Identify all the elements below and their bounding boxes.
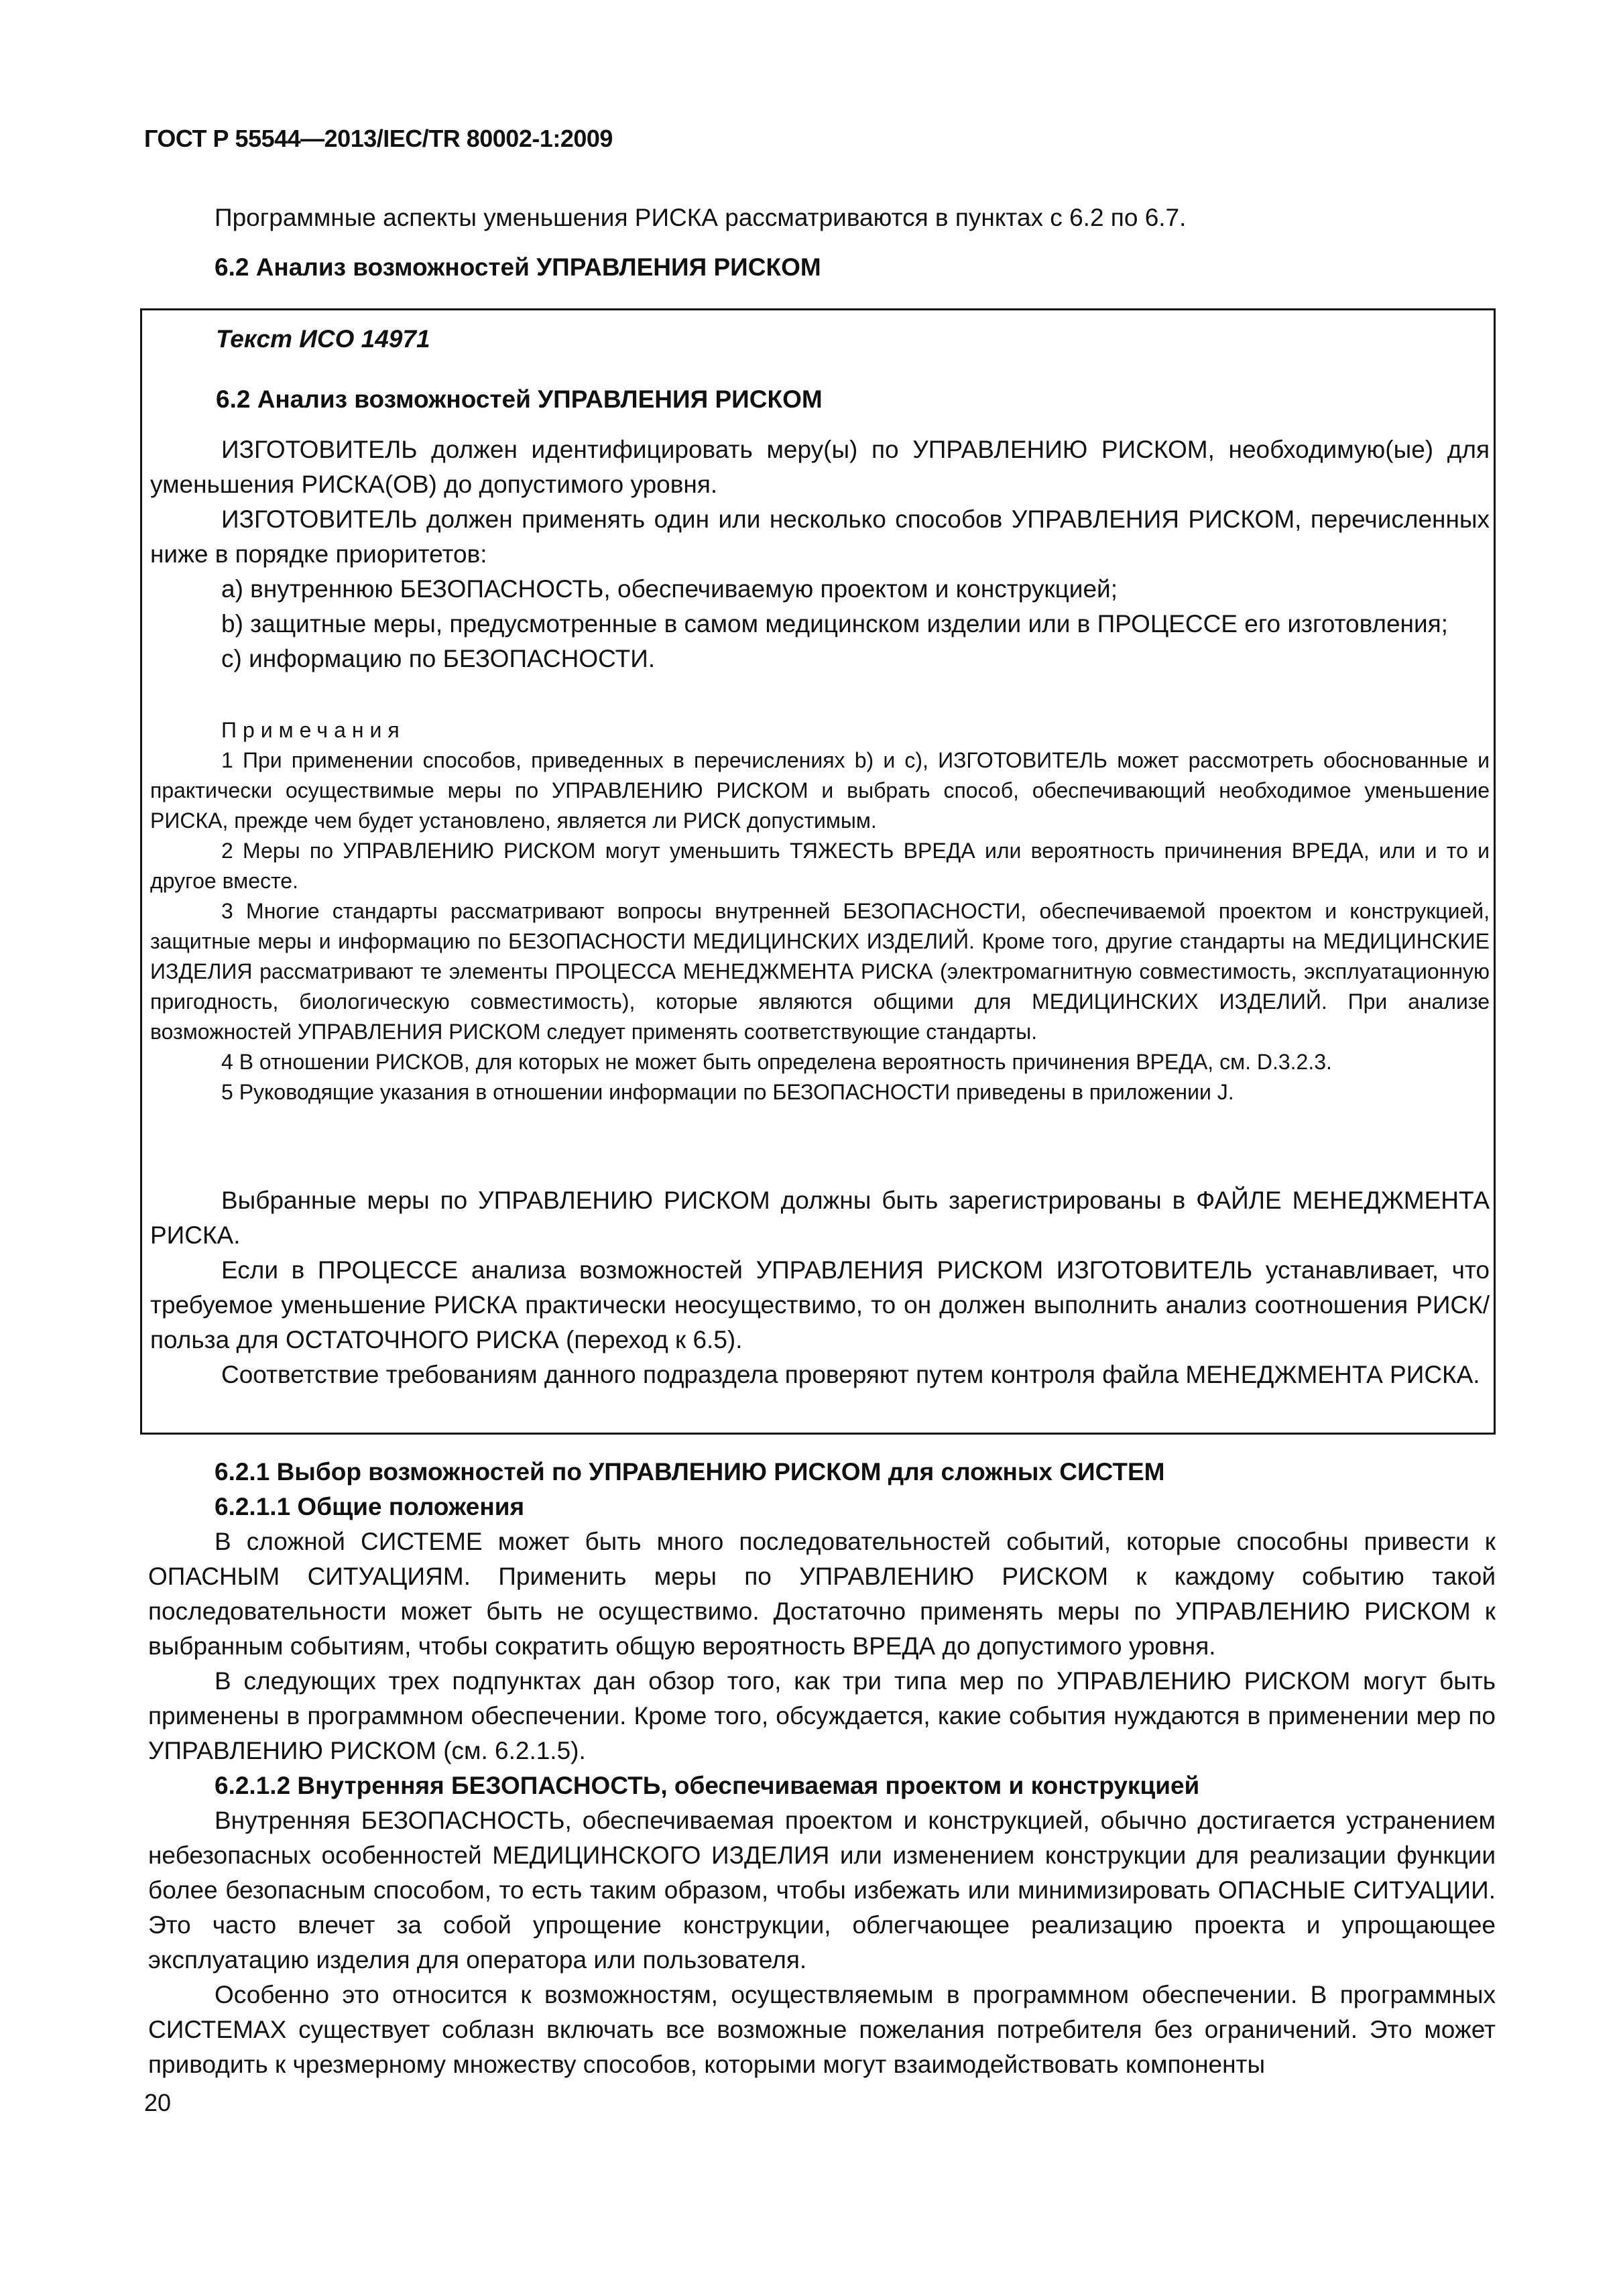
iso-list-item: c) информацию по БЕЗОПАСНОСТИ. [221,645,656,672]
body-paragraph: В следующих трех подпунктах дан обзор того, как три типа мер по УПРАВЛЕНИЮ РИСКОМ могут быть применены в программном обеспечении. Кроме того, обсуждается, какие события нуждаются в применении мер по УПРАВЛЕНИЮ РИСКОМ (см. 6.2.1.5). [148,1667,1496,1764]
iso-box-tail [150,1183,1490,1392]
note-item: 4 В отношении РИСКОВ, для которых не может быть определена вероятность причинения ВРЕДА, см. D.3.2.3. [221,1050,1332,1074]
section-heading-6-2-1-1: 6.2.1.1 Общие положения [215,1493,525,1520]
note-item: 3 Многие стандарты рассматривают вопросы внутренней БЕЗОПАСНОСТИ, обеспечиваемой проектом и конструкцией, защитные меры и информацию по БЕЗОПАСНОСТИ МЕДИЦИНСКИХ ИЗДЕЛИЙ. Кроме того, другие стандарты на МЕДИЦИНСКИЕ ИЗДЕЛИЯ рассматривают те элементы ПРОЦЕССА МЕНЕДЖМЕНТА РИСКА (электромагнитную совместимость, эксплуатационную пригодность, биологическую совместимость), которые являются общими для МЕДИЦИНСКИХ ИЗДЕЛИЙ. При анализе возможностей УПРАВЛЕНИЯ РИСКОМ следует применять соответствующие стандарты. [150,899,1490,1044]
note-item: 5 Руководящие указания в отношении информации по БЕЗОПАСНОСТИ приведены в приложении J. [221,1080,1234,1104]
body-paragraph: Особенно это относится к возможностям, осуществляемым в программном обеспечении. В программных СИСТЕМАХ существует соблазн включать все возможные пожелания потребителя без ограничений. Это может приводить к чрезмерному множеству способов, которыми могут взаимодействовать компоненты [148,1981,1496,2078]
body-paragraph: Внутренняя БЕЗОПАСНОСТЬ, обеспечиваемая проектом и конструкцией, обычно достигается устранением небезопасных особенностей МЕДИЦИНСКОГО ИЗДЕЛИЯ или изменением конструкции для реализации функции более безопасным способом, то есть таким образом, чтобы избежать или минимизировать ОПАСНЫЕ СИТУАЦИИ. Это часто влечет за собой упрощение конструкции, облегчающее реализацию проекта и упрощающее эксплуатацию изделия для оператора или пользователя. [148,1807,1496,1974]
iso-paragraph: Если в ПРОЦЕССЕ анализа возможностей УПРАВЛЕНИЯ РИСКОМ ИЗГОТОВИТЕЛЬ устанавливает, что требуемое уменьшение РИСКА практически неосуществимо, то он должен выполнить анализ соотношения РИСК/польза для ОСТАТОЧНОГО РИСКА (переход к 6.5). [150,1256,1490,1353]
page-number: 20 [144,2089,172,2116]
iso-paragraph: ИЗГОТОВИТЕЛЬ должен идентифицировать меру(ы) по УПРАВЛЕНИЮ РИСКОМ, необходимую(ые) для уменьшения РИСКА(ОВ) до допустимого уровня. [150,436,1490,498]
iso-paragraph: Выбранные меры по УПРАВЛЕНИЮ РИСКОМ должны быть зарегистрированы в ФАЙЛЕ МЕНЕДЖМЕНТА РИСКА. [150,1187,1490,1249]
notes-title: Примечания [221,718,406,742]
body-paragraph: В сложной СИСТЕМЕ может быть много последовательностей событий, которые способны привести к ОПАСНЫМ СИТУАЦИЯМ. Применить меры по УПРАВЛЕНИЮ РИСКОМ к каждому событию такой последовательности может быть не осуществимо. Достаточно применять меры по УПРАВЛЕНИЮ РИСКОМ к выбранным событиям, чтобы сократить общую вероятность ВРЕДА до допустимого уровня. [148,1528,1496,1660]
iso-quote-box [140,308,1496,1435]
note-item: 1 При применении способов, приведенных в перечислениях b) и c), ИЗГОТОВИТЕЛЬ может рассмотреть обоснованные и практически осуществимые меры по УПРАВЛЕНИЮ РИСКОМ и выбрать способ, обеспечивающий необходимое уменьшение РИСКА, прежде чем будет установлено, является ли РИСК допустимым. [150,748,1490,833]
section-heading-6-2-1-2: 6.2.1.2 Внутренняя БЕЗОПАСНОСТЬ, обеспечиваемая проектом и конструкцией [215,1772,1200,1799]
note-item: 2 Меры по УПРАВЛЕНИЮ РИСКОМ могут уменьшить ТЯЖЕСТЬ ВРЕДА или вероятность причинения ВРЕДА, или и то и другое вместе. [150,839,1490,893]
section-6-2-1 [148,1455,1496,2082]
section-heading-6-2: 6.2 Анализ возможностей УПРАВЛЕНИЯ РИСКОМ [215,253,821,281]
section-heading-6-2-1: 6.2.1 Выбор возможностей по УПРАВЛЕНИЮ РИСКОМ для сложных СИСТЕМ [215,1458,1165,1486]
iso-list-item: b) защитные меры, предусмотренные в самом медицинском изделии или в ПРОЦЕССЕ его изготовления; [221,610,1448,638]
iso-box-body [150,432,1490,676]
iso-list-item: a) внутреннюю БЕЗОПАСНОСТЬ, обеспечиваемую проектом и конструкцией; [221,575,1118,603]
document-header: ГОСТ Р 55544—2013/IEC/TR 80002-1:2009 [144,125,613,152]
iso-paragraph: ИЗГОТОВИТЕЛЬ должен применять один или несколько способов УПРАВЛЕНИЯ РИСКОМ, перечисленных ниже в порядке приоритетов: [150,505,1490,568]
iso-notes [150,715,1490,1107]
intro-paragraph: Программные аспекты уменьшения РИСКА рассматриваются в пунктах с 6.2 по 6.7. [215,204,1187,231]
iso-paragraph: Соответствие требованиям данного подраздела проверяют путем контроля файла МЕНЕДЖМЕНТА РИСКА. [221,1361,1480,1388]
iso-box-label: Текст ИСО 14971 [216,325,430,353]
iso-box-heading: 6.2 Анализ возможностей УПРАВЛЕНИЯ РИСКОМ [216,385,823,413]
